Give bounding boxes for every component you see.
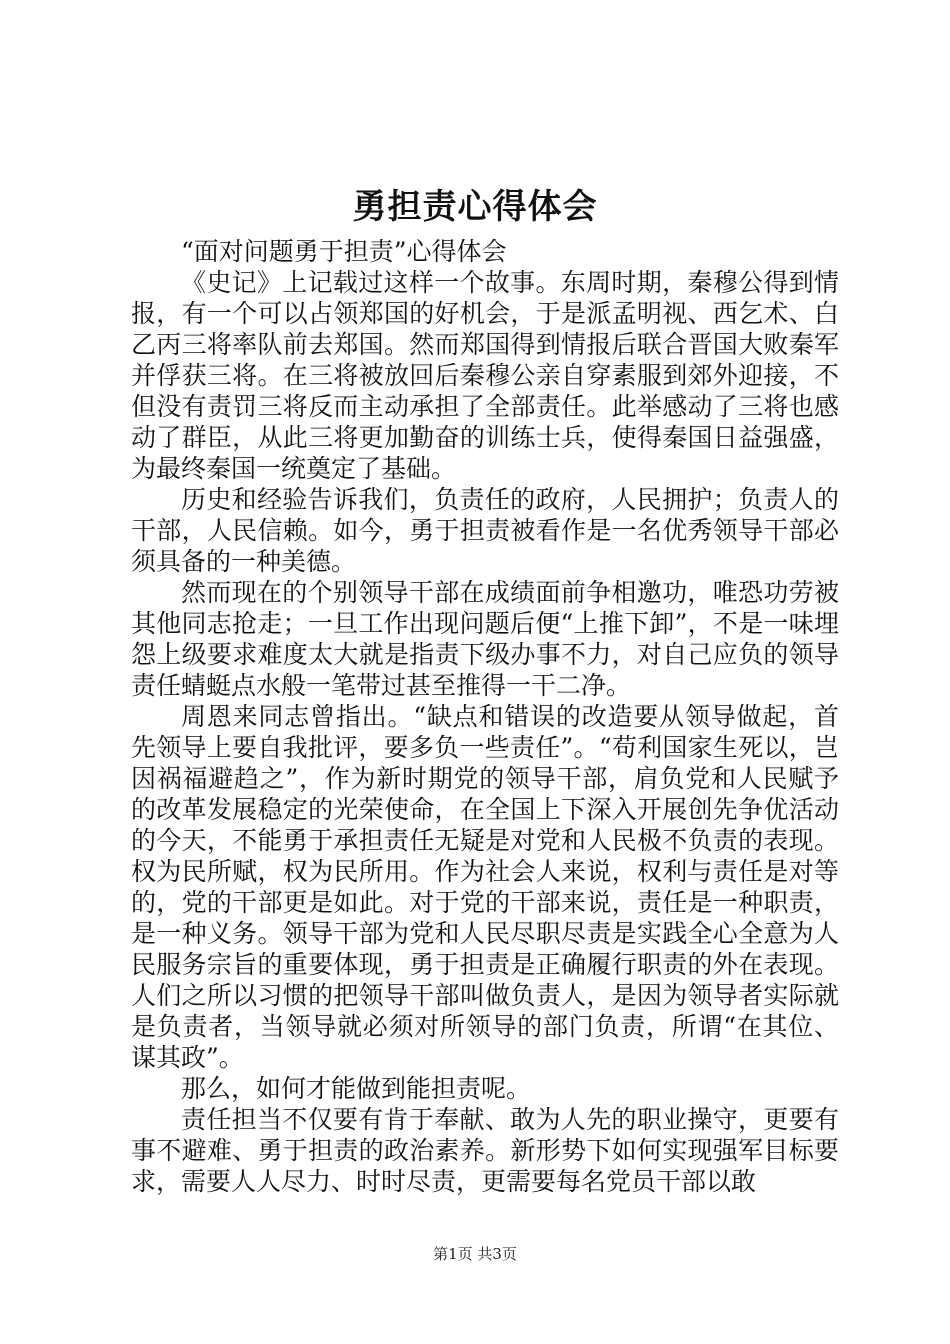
document-title: 勇担责心得体会 <box>352 187 598 227</box>
paragraph: 《史记》上记载过这样一个故事。东周时期，秦穆公得到情报，有一个可以占领郑国的好机会，于是派孟明视、西乞术、白乙丙三将率队前去郑国。然而郑国得到情报后联合晋国大败秦军并俘获三将。在三将被放回后秦穆公亲自穿素服到郊外迎接，不但没有责罚三将反而主动承担了全部责任。此举感动了三将也感动了群臣，从此三将更加勤奋的训练士兵，使得秦国日益强盛，为最终秦国一统奠定了基础。 <box>131 268 839 483</box>
paragraph: 周恩来同志曾指出。“缺点和错误的改造要从领导做起，首先领导上要自我批评，要多负一些责任”。“苟利国家生死以，岂因祸福避趋之”，作为新时期党的领导干部，肩负党和人民赋予的改革发展稳定的光荣使命，在全国上下深入开展创先争优活动的今天，不能勇于承担责任无疑是对党和人民极不负责的表现。权为民所赋，权为民所用。作为社会人来说，权利与责任是对等的，党的干部更是如此。对于党的干部来说，责任是一种职责，是一种义务。领导干部为党和人民尽职尽责是实践全心全意为人民服务宗旨的重要体现，勇于担责是正确履行职责的外在表现。人们之所以习惯的把领导干部叫做负责人，是因为领导者实际就是负责者，当领导就必须对所领导的部门负责，所谓“在其位、谋其政”。 <box>131 702 839 1072</box>
paragraph: 然而现在的个别领导干部在成绩面前争相邀功，唯恐功劳被其他同志抢走；一旦工作出现问题后便“上推下卸”，不是一味埋怨上级要求难度太大就是指责下级办事不力，对自己应负的领导责任蜻蜓点水般一笔带过甚至推得一干二净。 <box>131 578 839 700</box>
paragraph: 那么，如何才能做到能担责呢。 <box>181 1074 532 1103</box>
page-footer: 第1页 共3页 <box>433 1245 517 1263</box>
paragraph-subtitle: “面对问题勇于担责”心得体会 <box>181 237 507 266</box>
paragraph: 责任担当不仅要有肯于奉献、敢为人先的职业操守，更要有事不避难、勇于担责的政治素养。新形势下如何实现强军目标要求，需要人人尽力、时时尽责，更需要每名党员干部以敢 <box>131 1105 839 1196</box>
document-body <box>131 236 839 1197</box>
paragraph: 历史和经验告诉我们，负责任的政府，人民拥护；负责人的干部，人民信赖。如今，勇于担责被看作是一名优秀领导干部必须具备的一种美德。 <box>131 485 839 576</box>
